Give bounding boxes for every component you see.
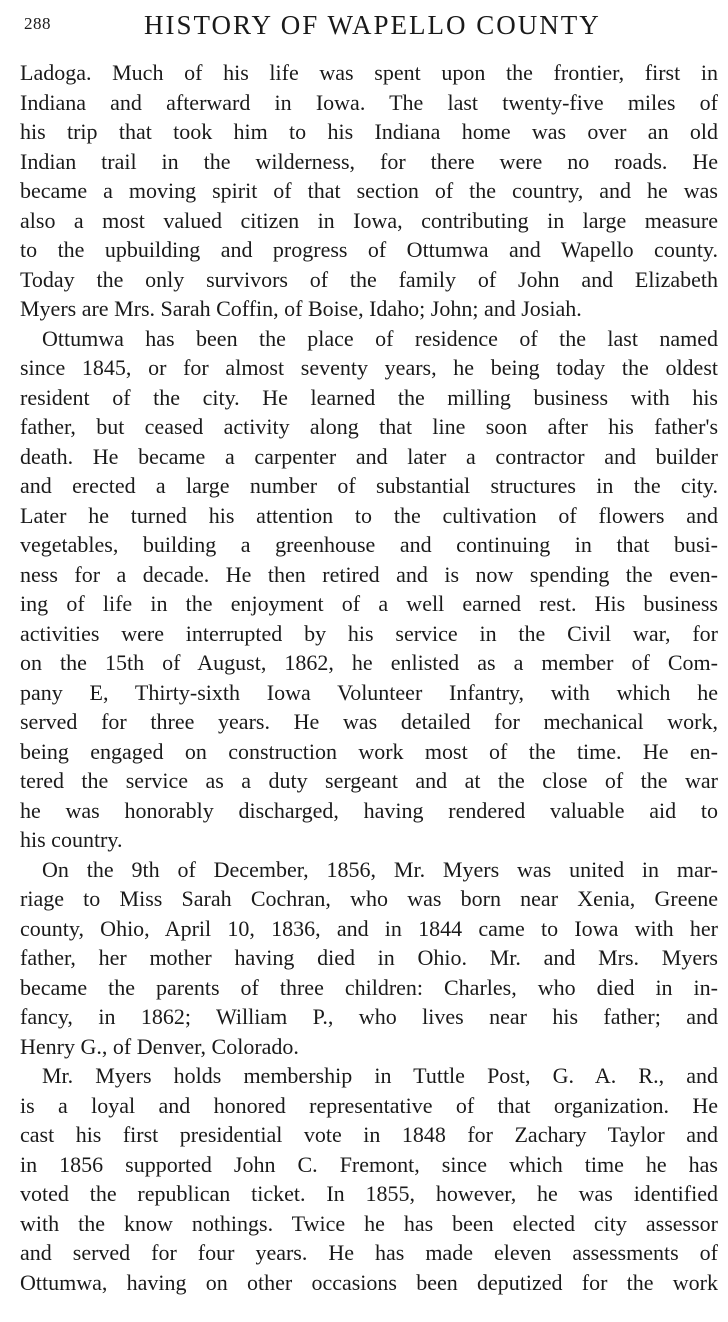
text-line: became a moving spirit of that section of the country, and he was: [20, 178, 718, 203]
text-line: Myers are Mrs. Sarah Coffin, of Boise, Idaho; John; and Josiah.: [20, 296, 582, 321]
text-line: father, her mother having died in Ohio. Mr. and Mrs. Myers: [20, 945, 718, 970]
body-text: [20, 58, 718, 1297]
text-line: on the 15th of August, 1862, he enlisted as a member of Com-: [20, 650, 718, 675]
text-line: Indian trail in the wilderness, for there were no roads. He: [20, 148, 718, 174]
text-line: Indiana and afterward in Iowa. The last twenty-five miles of: [20, 89, 718, 115]
text-line: Later he turned his attention to the cultivation of flowers and: [20, 502, 718, 528]
paragraph: [20, 324, 718, 855]
paragraph: [20, 1061, 718, 1297]
text-line: Today the only survivors of the family of John and Elizabeth: [20, 266, 718, 292]
text-line: in 1856 supported John C. Fremont, since which time he has: [20, 1151, 718, 1177]
text-line: tered the service as a duty sergeant and at the close of the war: [20, 768, 718, 793]
text-line: his country.: [20, 827, 123, 852]
text-line: cast his first presidential vote in 1848 for Zachary Taylor and: [20, 1122, 718, 1147]
running-head: [20, 6, 718, 50]
paragraph: [20, 855, 718, 1062]
text-line: voted the republican ticket. In 1855, however, he was identified: [20, 1181, 718, 1206]
text-line: became the parents of three children: Charles, who died in in-: [20, 974, 718, 1000]
text-line: being engaged on construction work most of the time. He en-: [20, 738, 718, 764]
text-line: served for three years. He was detailed for mechanical work,: [20, 709, 718, 734]
text-line: Ladoga. Much of his life was spent upon the frontier, first in: [20, 60, 718, 85]
text-line: Ottumwa, having on other occasions been deputized for the work: [20, 1269, 718, 1295]
text-line: also a most valued citizen in Iowa, contributing in large measure: [20, 207, 718, 233]
page-title: HISTORY OF WAPELLO COUNTY: [144, 10, 601, 40]
text-line: riage to Miss Sarah Cochran, who was born near Xenia, Greene: [20, 886, 718, 911]
text-line: county, Ohio, April 10, 1836, and in 1844 came to Iowa with her: [20, 915, 718, 941]
text-line: ing of life in the enjoyment of a well earned rest. His business: [20, 591, 718, 616]
page-number: 288: [24, 14, 51, 33]
text-line: to the upbuilding and progress of Ottumwa and Wapello county.: [20, 237, 718, 262]
text-line: his trip that took him to his Indiana home was over an old: [20, 119, 718, 144]
text-line: father, but ceased activity along that line soon after his father's: [20, 414, 718, 439]
text-line: ness for a decade. He then retired and is now spending the even-: [20, 561, 718, 587]
text-line: On the 9th of December, 1856, Mr. Myers was united in mar-: [42, 856, 718, 882]
text-line: he was honorably discharged, having rendered valuable aid to: [20, 797, 718, 823]
text-line: vegetables, building a greenhouse and continuing in that busi-: [20, 532, 718, 557]
text-line: and served for four years. He has made eleven assessments of: [20, 1240, 718, 1265]
text-line: is a loyal and honored representative of that organization. He: [20, 1092, 718, 1118]
text-line: with the know nothings. Twice he has been elected city assessor: [20, 1210, 718, 1236]
text-line: and erected a large number of substantial structures in the city.: [20, 473, 718, 498]
text-line: death. He became a carpenter and later a contractor and builder: [20, 443, 718, 469]
text-line: resident of the city. He learned the milling business with his: [20, 384, 718, 410]
text-line: Henry G., of Denver, Colorado.: [20, 1033, 299, 1059]
text-line: pany E, Thirty-sixth Iowa Volunteer Infantry, with which he: [20, 679, 718, 705]
text-line: Ottumwa has been the place of residence of the last named: [42, 325, 718, 351]
text-line: Mr. Myers holds membership in Tuttle Post, G. A. R., and: [42, 1063, 718, 1088]
text-line: since 1845, or for almost seventy years, he being today the oldest: [20, 355, 718, 380]
text-line: fancy, in 1862; William P., who lives near his father; and: [20, 1004, 718, 1029]
text-line: activities were interrupted by his service in the Civil war, for: [20, 620, 718, 646]
paragraph: [20, 58, 718, 324]
